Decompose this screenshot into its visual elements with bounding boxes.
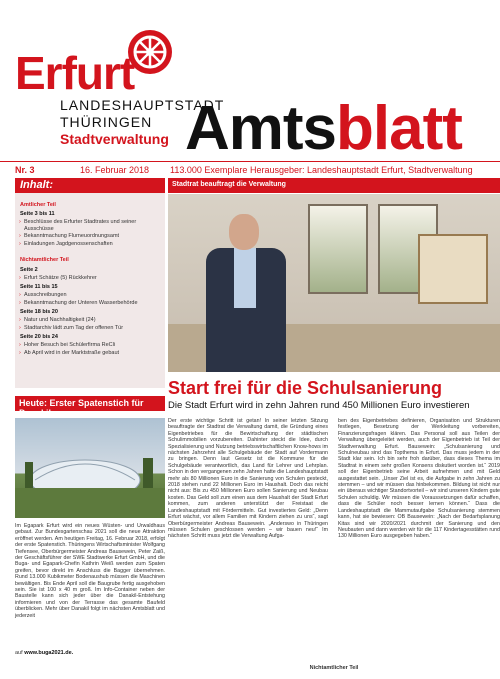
toc-item[interactable]: › Einladungen Jagdgenossenschaften xyxy=(24,241,159,248)
person-shirt xyxy=(234,248,256,308)
lead-headline: Start frei für die Schulsanierung xyxy=(168,378,443,398)
publisher: Herausgeber: Landeshauptstadt Erfurt, Stadtverwaltung xyxy=(250,165,473,175)
lead-photo xyxy=(168,194,500,372)
greenhouse-illustration xyxy=(15,418,165,518)
toc-pages: Seite 11 bis 15 xyxy=(20,284,58,290)
toc-official-label: Amtlicher Teil xyxy=(20,202,56,208)
toc-item[interactable]: › Erfurt Schätze (5) Rückkehrer xyxy=(24,275,159,282)
window-shape xyxy=(308,204,368,294)
issue-number: Nr. 3 xyxy=(15,165,35,175)
toc-item[interactable]: › Ab April wird in der Marktstraße gebaut xyxy=(24,350,159,357)
toc-item[interactable]: › Bekanntmachung der Unteren Wasserbehörde xyxy=(24,300,159,307)
building-rendering-image xyxy=(15,418,165,518)
news-heading: Heute: Erster Spatenstich für Danakil xyxy=(15,396,165,411)
masthead xyxy=(0,0,500,163)
news-web-prefix: auf xyxy=(15,650,23,656)
person-head xyxy=(229,214,259,250)
toc-nonofficial-label: Nichtamtlicher Teil xyxy=(20,257,69,263)
toc-official-pages: Seite 3 bis 11 xyxy=(20,211,55,217)
toc-pages: Seite 18 bis 20 xyxy=(20,309,58,315)
toc-heading: Inhalt: xyxy=(15,178,165,193)
lead-kicker: Stadtrat beauftragt die Verwaltung xyxy=(168,178,500,193)
page-footer: Nichtamtlicher Teil xyxy=(309,665,359,671)
info-bar xyxy=(0,161,500,178)
toc-item[interactable]: › Hoher Besuch bei Schülerfirma ReCli xyxy=(24,342,159,349)
toc-pages: Seite 20 bis 24 xyxy=(20,334,58,340)
city-subtitle-1: LANDESHAUPTSTADT xyxy=(60,97,225,113)
issue-date: 16. Februar 2018 xyxy=(80,165,150,175)
city-subtitle-2: THÜRINGEN xyxy=(60,114,153,130)
toc-pages: Seite 2 xyxy=(20,267,38,273)
toc-item[interactable]: › Ausschreibungen xyxy=(24,292,159,299)
toc-item[interactable]: › Natur und Nachhaltigkeit (24) xyxy=(24,317,159,324)
lead-column-2: ben des Eigenbetriebes definieren, Organisation und Strukturen festlegen, Besetzung der Werkleitung vorbereiten, Finanzierungsfragen klären. Das Personal soll aus Teilen der Verwaltung übergeleitet werden, auch der Eigenbetrieb ist Teil der Stadtverwaltung Erfurt. Bausewein: „Schulsanierung und Schulneubau sind das Topthema in Erfurt. Das muss jedem in der Stadt klar sein. Ich bin sehr froh darüber, dass dieses Thema im Stadtrat in einem sehr großen Konsens diskutiert worden ist.“ 2019 soll der Eigenbetrieb seine Arbeit aufnehmen und mit Geld ausgestattet sein. „Unser Ziel ist es, die Aufgabe in zehn Jahren zu stemmen – und wir müssen das hinbekommen. Bildung ist nicht nur ein überaus wichtiger Standortvorteil – wir sind unseren Kindern gute Schulen schuldig. Wir müssen die Voraussetzungen dafür schaffen, dass die Schüler noch besser lernen können.“ Dass die Landeshauptstadt die Mammutaufgabe Schulsanierung stemmen kann, hat sie bewiesen: OB Bausewein: „Nach der Bedarfsplanung Kitas sind wir 2020/2021 durchmit der Sanierung und den Neubauten und dann werden wir für die 117 Kindertagesstätten rund 130 Millionen Euro ausgegeben haben.“ xyxy=(338,418,500,540)
toc-item[interactable]: › Stadtarchiv lädt zum Tag der offenen Tür xyxy=(24,325,159,332)
pinboard-shape xyxy=(418,234,488,304)
lead-column-1: Der erste wichtige Schritt ist getan! In seiner letzten Sitzung beauftragte der Stadtrat die Verwaltung damit, die Gründung eines Eigenbetriebes für die Bewirtschaftung der städtischen Schulimmobilien vorzubereiten. Dahinter steckt die Idee, durch Spezialisierung und Nutzung betriebswirtschaftlichen Know-hows im nächsten Jahrzehnt alle Schulgebäude der Stadt auf Vordermann zu bringen. Denn laut Gesetz ist die Kommune für die Schulgebäude verantwortlich, das Land für Lehrer und Lehrplan. Schon in den vergangenen zehn Jahren hatte die Landeshauptstadt mehr als 80 Millionen Euro in die Sanierung von Schulen gesteckt, 2018 stehen rund 22 Millionen Euro im Haushalt. Doch das reicht nicht aus: Bis zu 450 Millionen Euro sollen Sanierung und Neubau kosten. Das Geld soll zum einen aus dem Haushalt der Stadt Erfurt kommen, zum anderen unterstützt der Freistaat die Landeshauptstadt mit Fördermitteln. Gut investiertes Geld: „Denn Erfurt wächst, vor allem Familien mit Kindern ziehen zu uns“, sagt Oberbürgermeister Andreas Bausewein. „Anderswo in Thüringen müssen Schulen geschlossen werden – wir bauen neu!“ Im nächsten Schritt muss jetzt die Verwaltung Aufga- xyxy=(168,418,328,540)
publication-title xyxy=(185,94,462,163)
toc-item[interactable]: › Bekanntmachung Flurneuordnungsamt xyxy=(24,233,159,240)
title-part-2: blatt xyxy=(336,94,462,163)
news-web-link[interactable]: www.buga2021.de. xyxy=(24,650,74,656)
table-of-contents xyxy=(15,178,165,388)
city-name: Erfurt xyxy=(15,47,135,99)
news-web xyxy=(15,650,165,656)
title-part-1: Amts xyxy=(185,94,337,163)
city-subtitle-3: Stadtverwaltung xyxy=(60,131,169,147)
circulation: 113.000 Exemplare xyxy=(170,165,248,175)
news-text: Im Egapark Erfurt wird ein neues Wüsten- und Urwaldhaus gebaut. Zur Bundesgartenschau 2021 soll die neue Attraktion eröffnet werden. Am heutigen Freitag, 16. Februar 2018, erfolgt der erste Spatenstich. Thüringens Wirtschaftsminister Wolfgang Tiefensee, Oberbürgermeister Andreas Bausewein, Peter Zaiß, der Geschäftsführer der SWE Stadtwerke Erfurt GmbH, und die Buga- und Egapark-Chefin Kathrin Weiß werden zum Spaten greifen, bevor direkt im Anschluss die Bagger übernehmen. Rund 13.000 Kubikmeter Bodenaushub müssen die Maschinen bewältigen. Bis Ende April soll die Baugrube fertig ausgehoben sein. Sie ist 100 x 40 m groß. Im Info-Container neben der Baustelle kann sich jeder über die Danakil-Entstehung informieren und von der Terrasse das gesamte Baufeld überblicken. Mehr über Danakil folgt im nächsten Amtsblatt und jederzeit xyxy=(15,523,165,619)
toc-item[interactable]: › Beschlüsse des Erfurter Stadtrates und seiner Ausschüsse xyxy=(24,219,159,232)
person-figure xyxy=(206,214,286,372)
lead-subhead: Die Stadt Erfurt wird in zehn Jahren rund 450 Millionen Euro investieren xyxy=(168,400,470,411)
